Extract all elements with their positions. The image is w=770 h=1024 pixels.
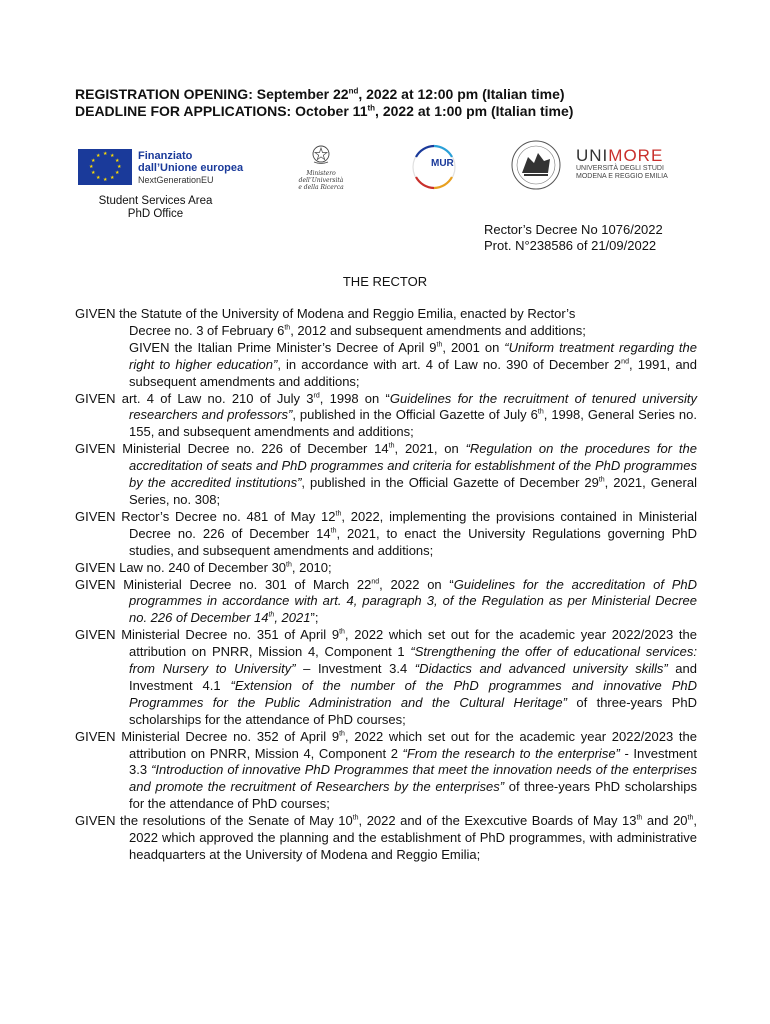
protocol-number: Prot. N°238586 of 21/09/2022 <box>484 238 657 253</box>
decree-reference <box>484 222 663 254</box>
unimore-name-b: MORE <box>608 146 664 165</box>
given-clause-3: GIVEN art. 4 of Law no. 210 of July 3rd, 1998 on “Guidelines for the recruitment of tenured university researchers and professors”, published in the Official Gazette of July 6th, 1998, General Series no. 155, and subsequent amendments and additions; <box>75 390 697 440</box>
given-clause-6: GIVEN Law no. 240 of December 30th, 2010; <box>75 559 332 575</box>
given-clause-4: GIVEN Ministerial Decree no. 226 of December 14th, 2021, on “Regulation on the procedures for the accreditation of seats and PhD programmes and criteria for establishment of the PhD programmes by the accredited institutions”, published in the Official Gazette of December 29th, 2021, General Series, no. 308; <box>75 441 697 507</box>
italian-emblem-icon <box>311 143 331 165</box>
unimore-seal-icon <box>508 139 564 191</box>
ministry-logo <box>290 143 352 191</box>
given-clause-1: GIVEN the Statute of the University of Modena and Reggio Emilia, enacted by Rector’s Decree no. 3 of February 6th, 2012 and subsequent amendments and additions; <box>75 306 586 338</box>
given-clause-8: GIVEN Ministerial Decree no. 351 of April 9th, 2022 which set out for the academic year 2022/2023 the attribution on PNRR, Mission 4, Component 1 “Strengthening the offer of educational services: from Nursery to University” – Investment 3.4 “Didactics and advanced university skills” and Investment 4.1 “Extension of the number of the PhD programmes and innovative PhD Programmes for the Public Administration and the Cultural Heritage” of three-years PhD scholarships for the attendance of PhD courses; <box>75 627 698 727</box>
office-name: PhD Office <box>127 208 184 220</box>
office-area: Student Services Area <box>98 195 213 207</box>
eu-logo-line3: NextGenerationEU <box>138 175 214 185</box>
eu-logo-line2: dall’Unione europea <box>138 162 244 174</box>
eu-funding-logo <box>78 146 244 188</box>
registration-opening: REGISTRATION OPENING: September 22nd, 2022 at 12:00 pm (Italian time) <box>75 86 565 102</box>
given-clause-5: GIVEN Rector’s Decree no. 481 of May 12th, 2022, implementing the provisions contained in Ministerial Decree no. 226 of December 14th, 2021, to enact the University Regulations governing PhD studies, and subsequent amendments and additions; <box>75 508 697 558</box>
given-clause-9: GIVEN Ministerial Decree no. 352 of April 9th, 2022 which set out for the academic year 2022/2023 the attribution on PNRR, Mission 4, Component 2 “From the research to the enterprise” - Investment 3.3 “Introduction of innovative PhD Programmes that meet the innovation needs of the enterprises and promote the recruitment of Researchers by the enterprises” of three-years PhD scholarships for the attendance of PhD courses; <box>75 728 697 812</box>
unimore-name-a: UNI <box>576 146 609 165</box>
unimore-sub2: MODENA E REGGIO EMILIA <box>576 173 668 180</box>
mur-label: MUR <box>431 158 454 169</box>
given-clause-2: GIVEN the Italian Prime Minister’s Decree of April 9th, 2001 on “Uniform treatment regarding the right to higher education”, in accordance with art. 4 of Law no. 390 of December 2nd, 1991, and subsequent amendments and additions; <box>129 339 698 389</box>
ministry-line1: Ministero dell’Università <box>298 170 344 184</box>
unimore-sub1: UNIVERSITÀ DEGLI STUDI <box>576 165 664 172</box>
given-clause-7: GIVEN Ministerial Decree no. 301 of March 22nd, 2022 on “Guidelines for the accreditation of PhD programmes in accordance with art. 4, paragraph 3, of the Regulation as per Ministerial Decree no. 226 of December 14th, 2021”; <box>75 576 698 626</box>
rector-heading: THE RECTOR <box>342 274 428 289</box>
unimore-wordmark <box>576 147 668 181</box>
given-clause-10: GIVEN the resolutions of the Senate of May 10th, 2022 and of the Exexcutive Boards of May 13th and 20th, 2022 which approved the planning and the establishment of PhD programmes, with administrative headquarters at the University of Modena and Reggio Emilia; <box>75 813 697 862</box>
ministry-line2: e della Ricerca <box>298 184 344 191</box>
office-block <box>78 195 233 221</box>
givens-list <box>75 306 697 864</box>
decree-number: Rector’s Decree No 1076/2022 <box>484 222 663 237</box>
eu-flag-icon: ★ ★ ★ ★ ★ ★ ★ ★ ★ ★ ★ ★ <box>78 149 132 185</box>
logo-strip <box>78 143 698 191</box>
application-deadline: DEADLINE FOR APPLICATIONS: October 11th, 2022 at 1:00 pm (Italian time) <box>75 103 574 119</box>
eu-logo-line1: Finanziato <box>138 150 193 162</box>
